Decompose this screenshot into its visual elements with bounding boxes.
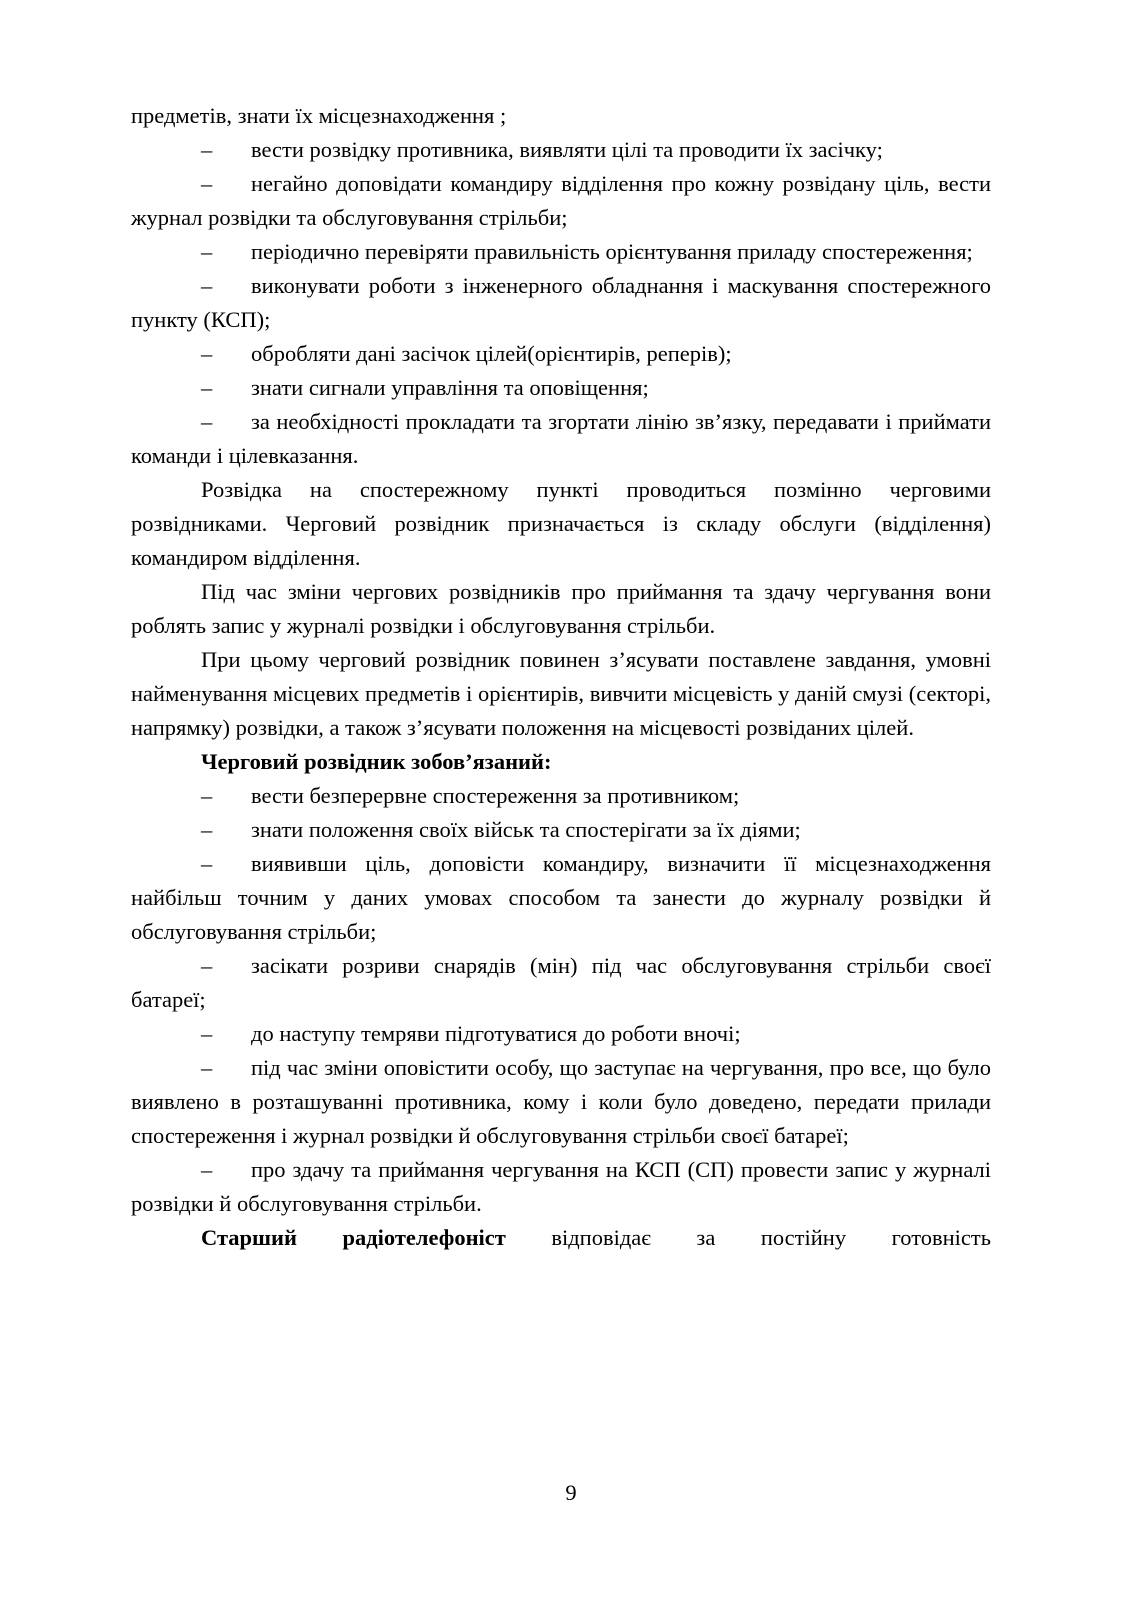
dash-marker: – [201,851,213,876]
list-item [131,813,991,847]
paragraph-text: Під час зміни чергових розвідників про приймання та здачу чергування вони роблять запис у журналі розвідки і обслуговування стрільби. [131,579,991,638]
list-item [131,371,991,405]
dash-marker: – [201,273,213,298]
list-item-text: про здачу та приймання чергування на КСП (СП) провести запис у журналі розвідки й обслуговування стрільби. [131,1157,991,1216]
dash-marker: – [201,1021,213,1046]
dash-marker: – [201,375,213,400]
list-item [131,949,991,1017]
paragraph [131,575,991,643]
dash-marker: – [201,239,213,264]
list-item [131,1153,991,1221]
list-item-text: до наступу темряви підготуватися до роботи вночі; [251,1021,741,1046]
list-item-text: вести безперервне спостереження за противником; [251,783,740,808]
paragraph-text: При цьому черговий розвідник повинен з’ясувати поставлене завдання, умовні найменування місцевих предметів і орієнтирів, вивчити місцевість у даній смузі (секторі, напрямку) розвідки, а також з’ясувати положення на місцевості розвіданих цілей. [131,647,991,740]
list-item [131,167,991,235]
list-item-text: обробляти дані засічок цілей(орієнтирів, реперів); [251,341,732,366]
dash-marker: – [201,783,213,808]
list-item-text: під час зміни оповістити особу, що заступає на чергування, про все, що було виявлено в розташуванні противника, кому і коли було доведено, передати прилади спостереження і журнал розвідки й обслуговування стрільби своєї батареї; [131,1055,991,1148]
section-heading [131,745,991,779]
list-item-text: вести розвідку противника, виявляти цілі та проводити їх засічку; [251,137,883,162]
paragraph-text: відповідає за постійну готовність [551,1225,991,1250]
page-body [131,99,991,1255]
list-item-text: за необхідності прокладати та згортати лінію зв’язку, передавати і приймати команди і цілевказання. [131,409,991,468]
dash-marker: – [201,1055,213,1080]
list-item [131,337,991,371]
paragraph [131,643,991,745]
list-item [131,1017,991,1051]
dash-marker: – [201,171,213,196]
list-item-text: знати сигнали управління та оповіщення; [251,375,649,400]
dash-marker: – [201,341,213,366]
paragraph [131,1221,991,1255]
paragraph [131,473,991,575]
paragraph-continuation [131,99,991,133]
list-item-text: виконувати роботи з інженерного обладнання і маскування спостережного пункту (КСП); [131,273,991,332]
paragraph-lead-bold: Старший радіотелефоніст [201,1225,506,1250]
list-item [131,779,991,813]
list-item-text: виявивши ціль, доповісти командиру, визначити її місцезнаходження найбільш точним у даних умовах способом та занести до журналу розвідки й обслуговування стрільби; [131,851,991,944]
list-item [131,1051,991,1153]
dash-marker: – [201,137,213,162]
list-item-text: негайно доповідати командиру відділення про кожну розвідану ціль, вести журнал розвідки та обслуговування стрільби; [131,171,991,230]
section-heading-text: Черговий розвідник зобов’язаний: [201,749,552,774]
list-item [131,405,991,473]
list-item [131,133,991,167]
paragraph-text: предметів, знати їх місцезнаходження ; [131,103,507,128]
list-item [131,847,991,949]
page-number: 9 [565,1480,577,1505]
dash-marker: – [201,953,213,978]
list-item-text: знати положення своїх військ та спостерігати за їх діями; [251,817,801,842]
list-item [131,235,991,269]
list-item-text: засікати розриви снарядів (мін) під час обслуговування стрільби своєї батареї; [131,953,991,1012]
dash-marker: – [201,1157,213,1182]
paragraph-text: Розвідка на спостережному пункті проводиться позмінно черговими розвідниками. Черговий розвідник призначається із складу обслуги (відділення) командиром відділення. [131,477,991,570]
list-item-text: періодично перевіряти правильність орієнтування приладу спостереження; [251,239,973,264]
list-item [131,269,991,337]
dash-marker: – [201,409,213,434]
dash-marker: – [201,817,213,842]
